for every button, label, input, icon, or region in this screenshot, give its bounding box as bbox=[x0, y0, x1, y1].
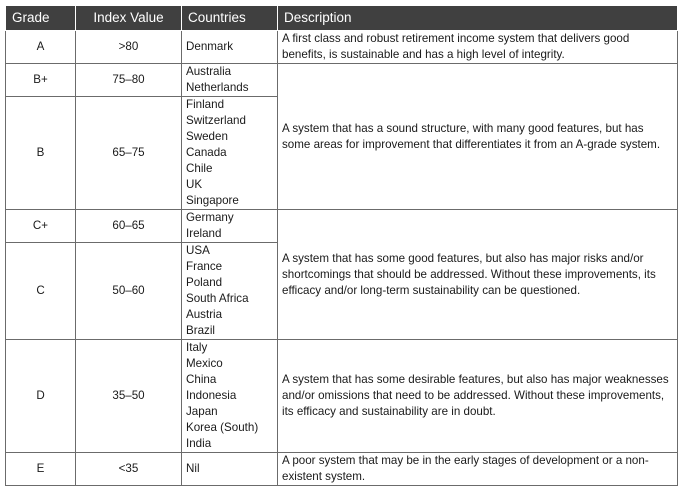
grading-table bbox=[5, 5, 678, 486]
index-value-cell: 75–80 bbox=[76, 64, 182, 97]
country-name: Finland bbox=[186, 98, 225, 111]
header-description: Description bbox=[278, 6, 678, 31]
country-name: Brazil bbox=[186, 324, 215, 337]
description-cell: A poor system that may be in the early stages of development or a non-existent system. bbox=[278, 453, 678, 486]
country-name: Austria bbox=[186, 308, 223, 321]
countries-cell bbox=[182, 210, 278, 243]
index-value-cell: >80 bbox=[76, 31, 182, 64]
country-name: Denmark bbox=[186, 40, 234, 53]
countries-cell bbox=[182, 243, 278, 340]
grade-cell: B+ bbox=[6, 64, 76, 97]
grade-cell: C bbox=[6, 243, 76, 340]
country-name: China bbox=[186, 373, 217, 386]
countries-cell bbox=[182, 97, 278, 210]
country-name: Australia bbox=[186, 65, 232, 78]
table-body bbox=[6, 31, 678, 486]
country-name: UK bbox=[186, 178, 203, 191]
countries-cell bbox=[182, 340, 278, 453]
countries-cell bbox=[182, 31, 278, 64]
header-grade: Grade bbox=[6, 6, 76, 31]
grade-cell: C+ bbox=[6, 210, 76, 243]
country-name: Sweden bbox=[186, 130, 228, 143]
country-name: Singapore bbox=[186, 194, 239, 207]
country-name: Poland bbox=[186, 276, 223, 289]
description-cell: A first class and robust retirement income system that delivers good benefits, is sustainable and has a high level of integrity. bbox=[278, 31, 678, 64]
header-index-value: Index Value bbox=[76, 6, 182, 31]
description-cell: A system that has some desirable features, but also has major weaknesses and/or omissions that need to be addressed. Without these improvements, its efficacy and sustainability are in doubt. bbox=[278, 340, 678, 453]
table-header bbox=[6, 6, 678, 31]
table-row bbox=[6, 210, 678, 243]
country-name: Nil bbox=[186, 462, 200, 475]
country-name: France bbox=[186, 260, 223, 273]
country-name: Canada bbox=[186, 146, 227, 159]
grade-cell: E bbox=[6, 453, 76, 486]
index-value-cell: 50–60 bbox=[76, 243, 182, 340]
country-name: Korea (South) bbox=[186, 421, 259, 434]
country-name: Italy bbox=[186, 341, 208, 354]
country-name: Indonesia bbox=[186, 389, 237, 402]
country-name: Switzerland bbox=[186, 114, 246, 127]
index-value-cell: 60–65 bbox=[76, 210, 182, 243]
description-cell: A system that has some good features, but also has major risks and/or shortcomings that should be addressed. Without these improvements, its efficacy and/or long-term sustainability can be questioned. bbox=[278, 210, 678, 340]
country-name: Germany bbox=[186, 211, 234, 224]
country-name: Mexico bbox=[186, 357, 223, 370]
description-cell: A system that has a sound structure, with many good features, but has some areas for improvement that differentiates it from an A-grade system. bbox=[278, 64, 678, 210]
grade-cell: A bbox=[6, 31, 76, 64]
country-name: Ireland bbox=[186, 227, 222, 240]
header-row bbox=[6, 6, 678, 31]
countries-cell bbox=[182, 64, 278, 97]
index-value-cell: 65–75 bbox=[76, 97, 182, 210]
country-name: USA bbox=[186, 244, 210, 257]
index-value-cell: 35–50 bbox=[76, 340, 182, 453]
country-name: Netherlands bbox=[186, 81, 249, 94]
grade-cell: B bbox=[6, 97, 76, 210]
table-row bbox=[6, 64, 678, 97]
country-name: South Africa bbox=[186, 292, 249, 305]
grade-cell: D bbox=[6, 340, 76, 453]
country-name: Japan bbox=[186, 405, 218, 418]
index-value-cell: <35 bbox=[76, 453, 182, 486]
country-name: India bbox=[186, 437, 212, 450]
country-name: Chile bbox=[186, 162, 213, 175]
countries-cell bbox=[182, 453, 278, 486]
table-row bbox=[6, 340, 678, 453]
table-row bbox=[6, 453, 678, 486]
table-row bbox=[6, 31, 678, 64]
header-countries: Countries bbox=[182, 6, 278, 31]
